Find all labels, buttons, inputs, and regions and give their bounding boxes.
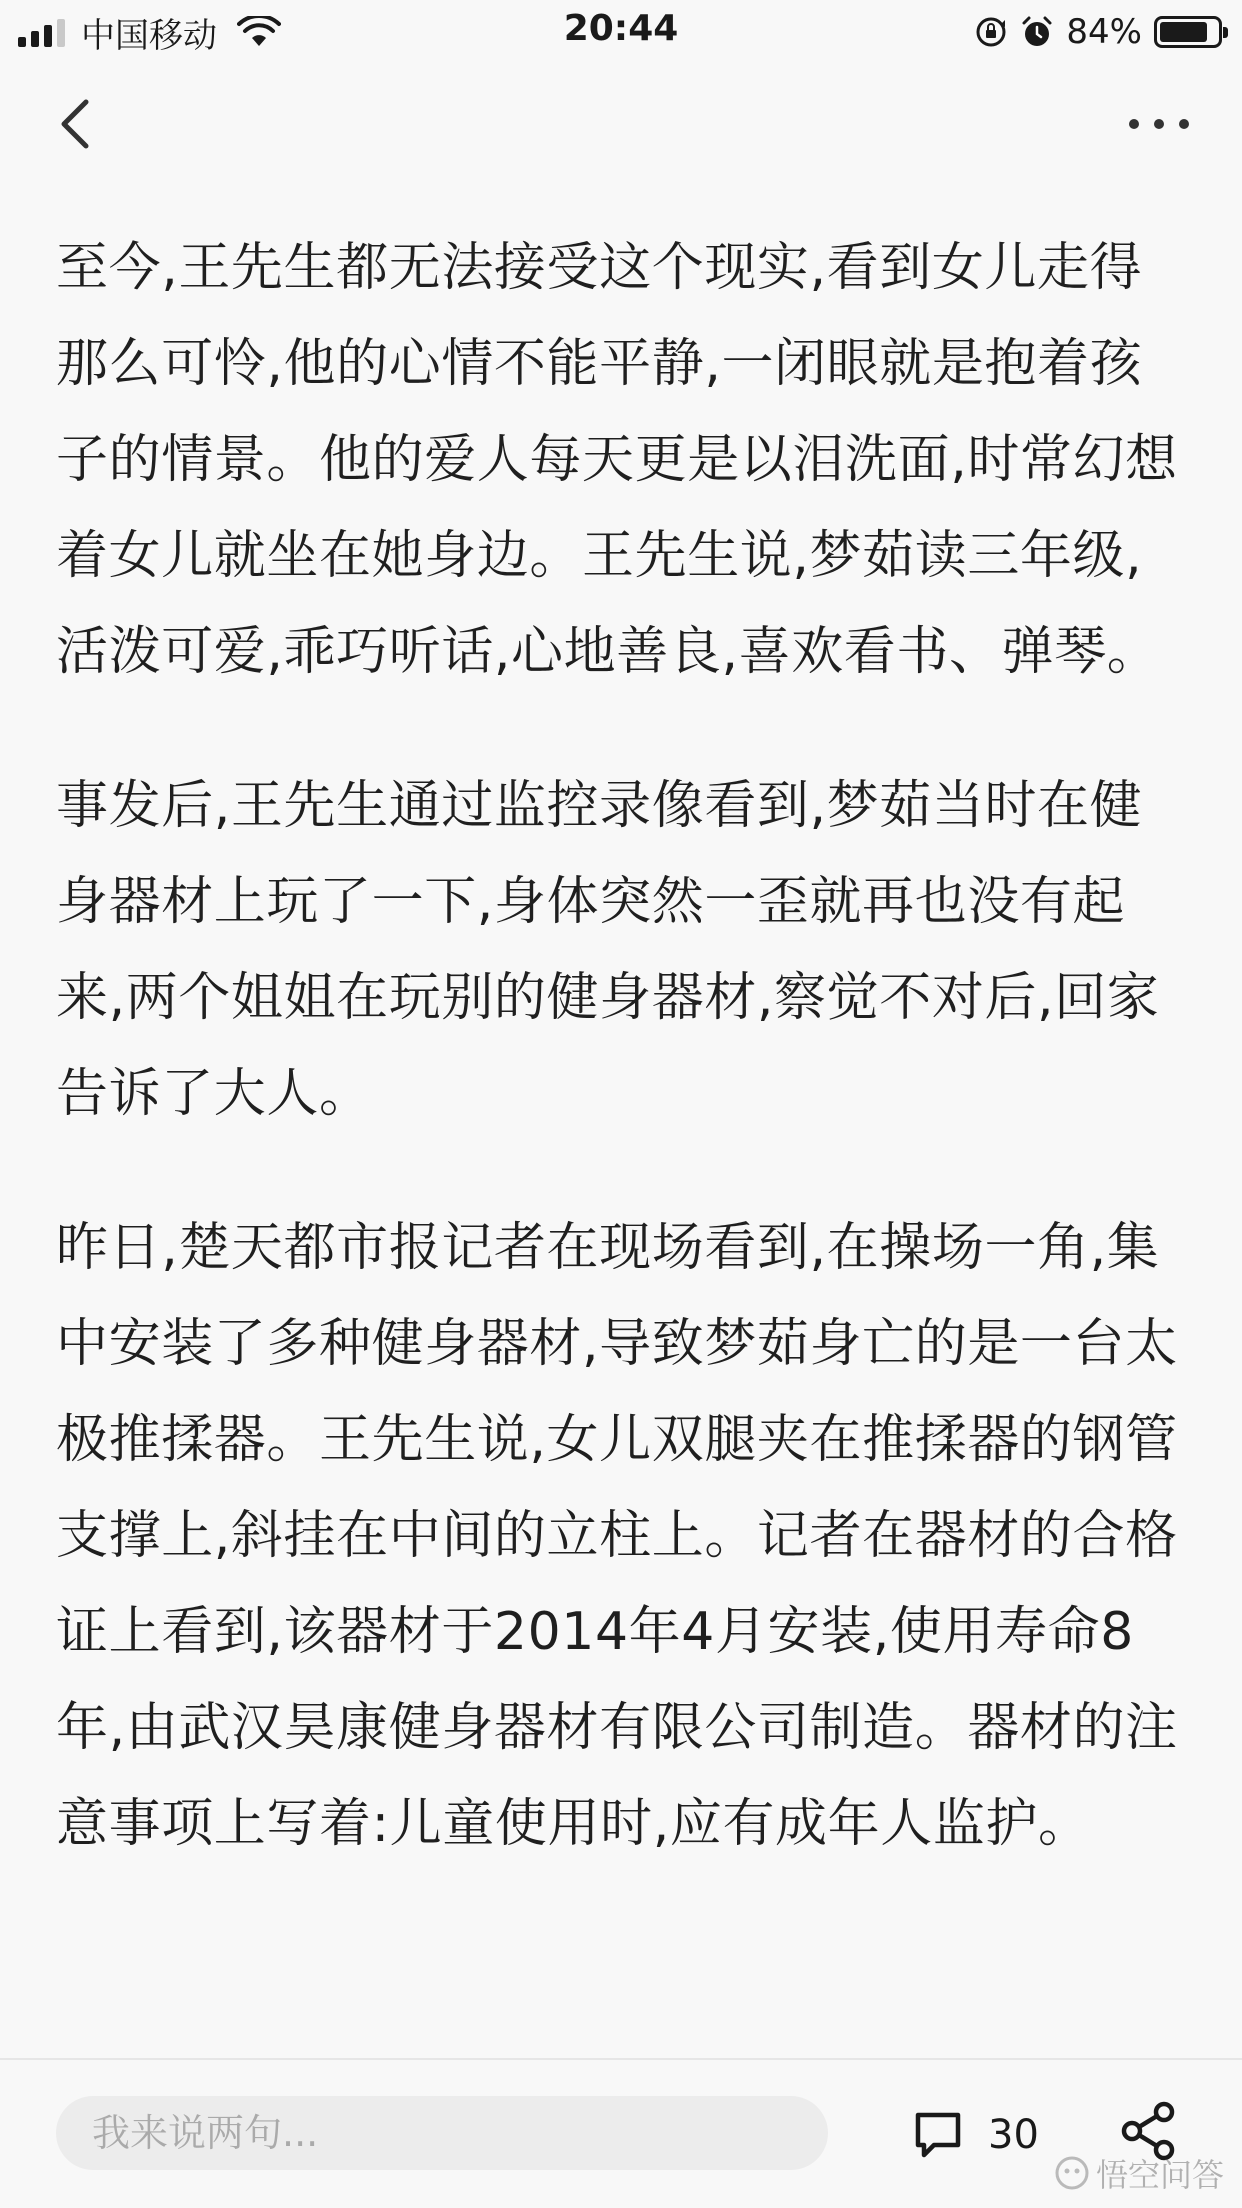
- comment-bubble-icon: [912, 2109, 964, 2161]
- battery-icon: [1154, 16, 1222, 48]
- carrier-name: 中国移动: [81, 15, 217, 56]
- watermark: [1054, 2150, 1224, 2196]
- article-paragraph: 事发后,王先生通过监控录像看到,梦茹当时在健身器材上玩了一下,身体突然一歪就再也没有起来,两个姐姐在玩别的健身器材,察觉不对后,回家告诉了大人。: [56, 776, 1160, 1124]
- comment-button[interactable]: [912, 2100, 1039, 2170]
- more-button[interactable]: [1124, 94, 1194, 154]
- nav-bar: [0, 64, 1242, 184]
- alarm-icon: [1020, 15, 1054, 49]
- back-button[interactable]: [48, 94, 108, 154]
- status-bar-right: [974, 10, 1222, 54]
- article-paragraph: 昨日,楚天都市报记者在现场看到,在操场一角,集中安装了多种健身器材,导致梦茹身亡的是一台太极推揉器。王先生说,女儿双腿夹在推揉器的钢管支撑上,斜挂在中间的立柱上。记者在器材的合格证上看到,该器材于2014年4月安装,使用寿命8年,由武汉昊康健身器材有限公司制造。器材的注意事项上写着:儿童使用时,应有成年人监护。: [56, 1218, 1178, 1854]
- bottom-action-bar: [0, 2058, 1242, 2208]
- status-bar: [0, 0, 1242, 64]
- wukong-logo-icon: [1054, 2155, 1090, 2191]
- rotation-lock-icon: [974, 15, 1008, 49]
- article-body: [56, 220, 1190, 1930]
- battery-fill: [1160, 22, 1207, 42]
- battery-percent: 84%: [1066, 12, 1142, 52]
- comment-count: 30: [988, 2112, 1039, 2158]
- article-paragraph: 至今,王先生都无法接受这个现实,看到女儿走得那么可怜,他的心情不能平静,一闭眼就是抱着孩子的情景。他的爱人每天更是以泪洗面,时常幻想着女儿就坐在她身边。王先生说,梦茹读三年级,活泼可爱,乖巧听话,心地善良,喜欢看书、弹琴。: [56, 238, 1178, 682]
- comment-input[interactable]: [56, 2096, 828, 2170]
- status-time: 20:44: [563, 8, 679, 49]
- watermark-text: 悟空问答: [1095, 2156, 1224, 2194]
